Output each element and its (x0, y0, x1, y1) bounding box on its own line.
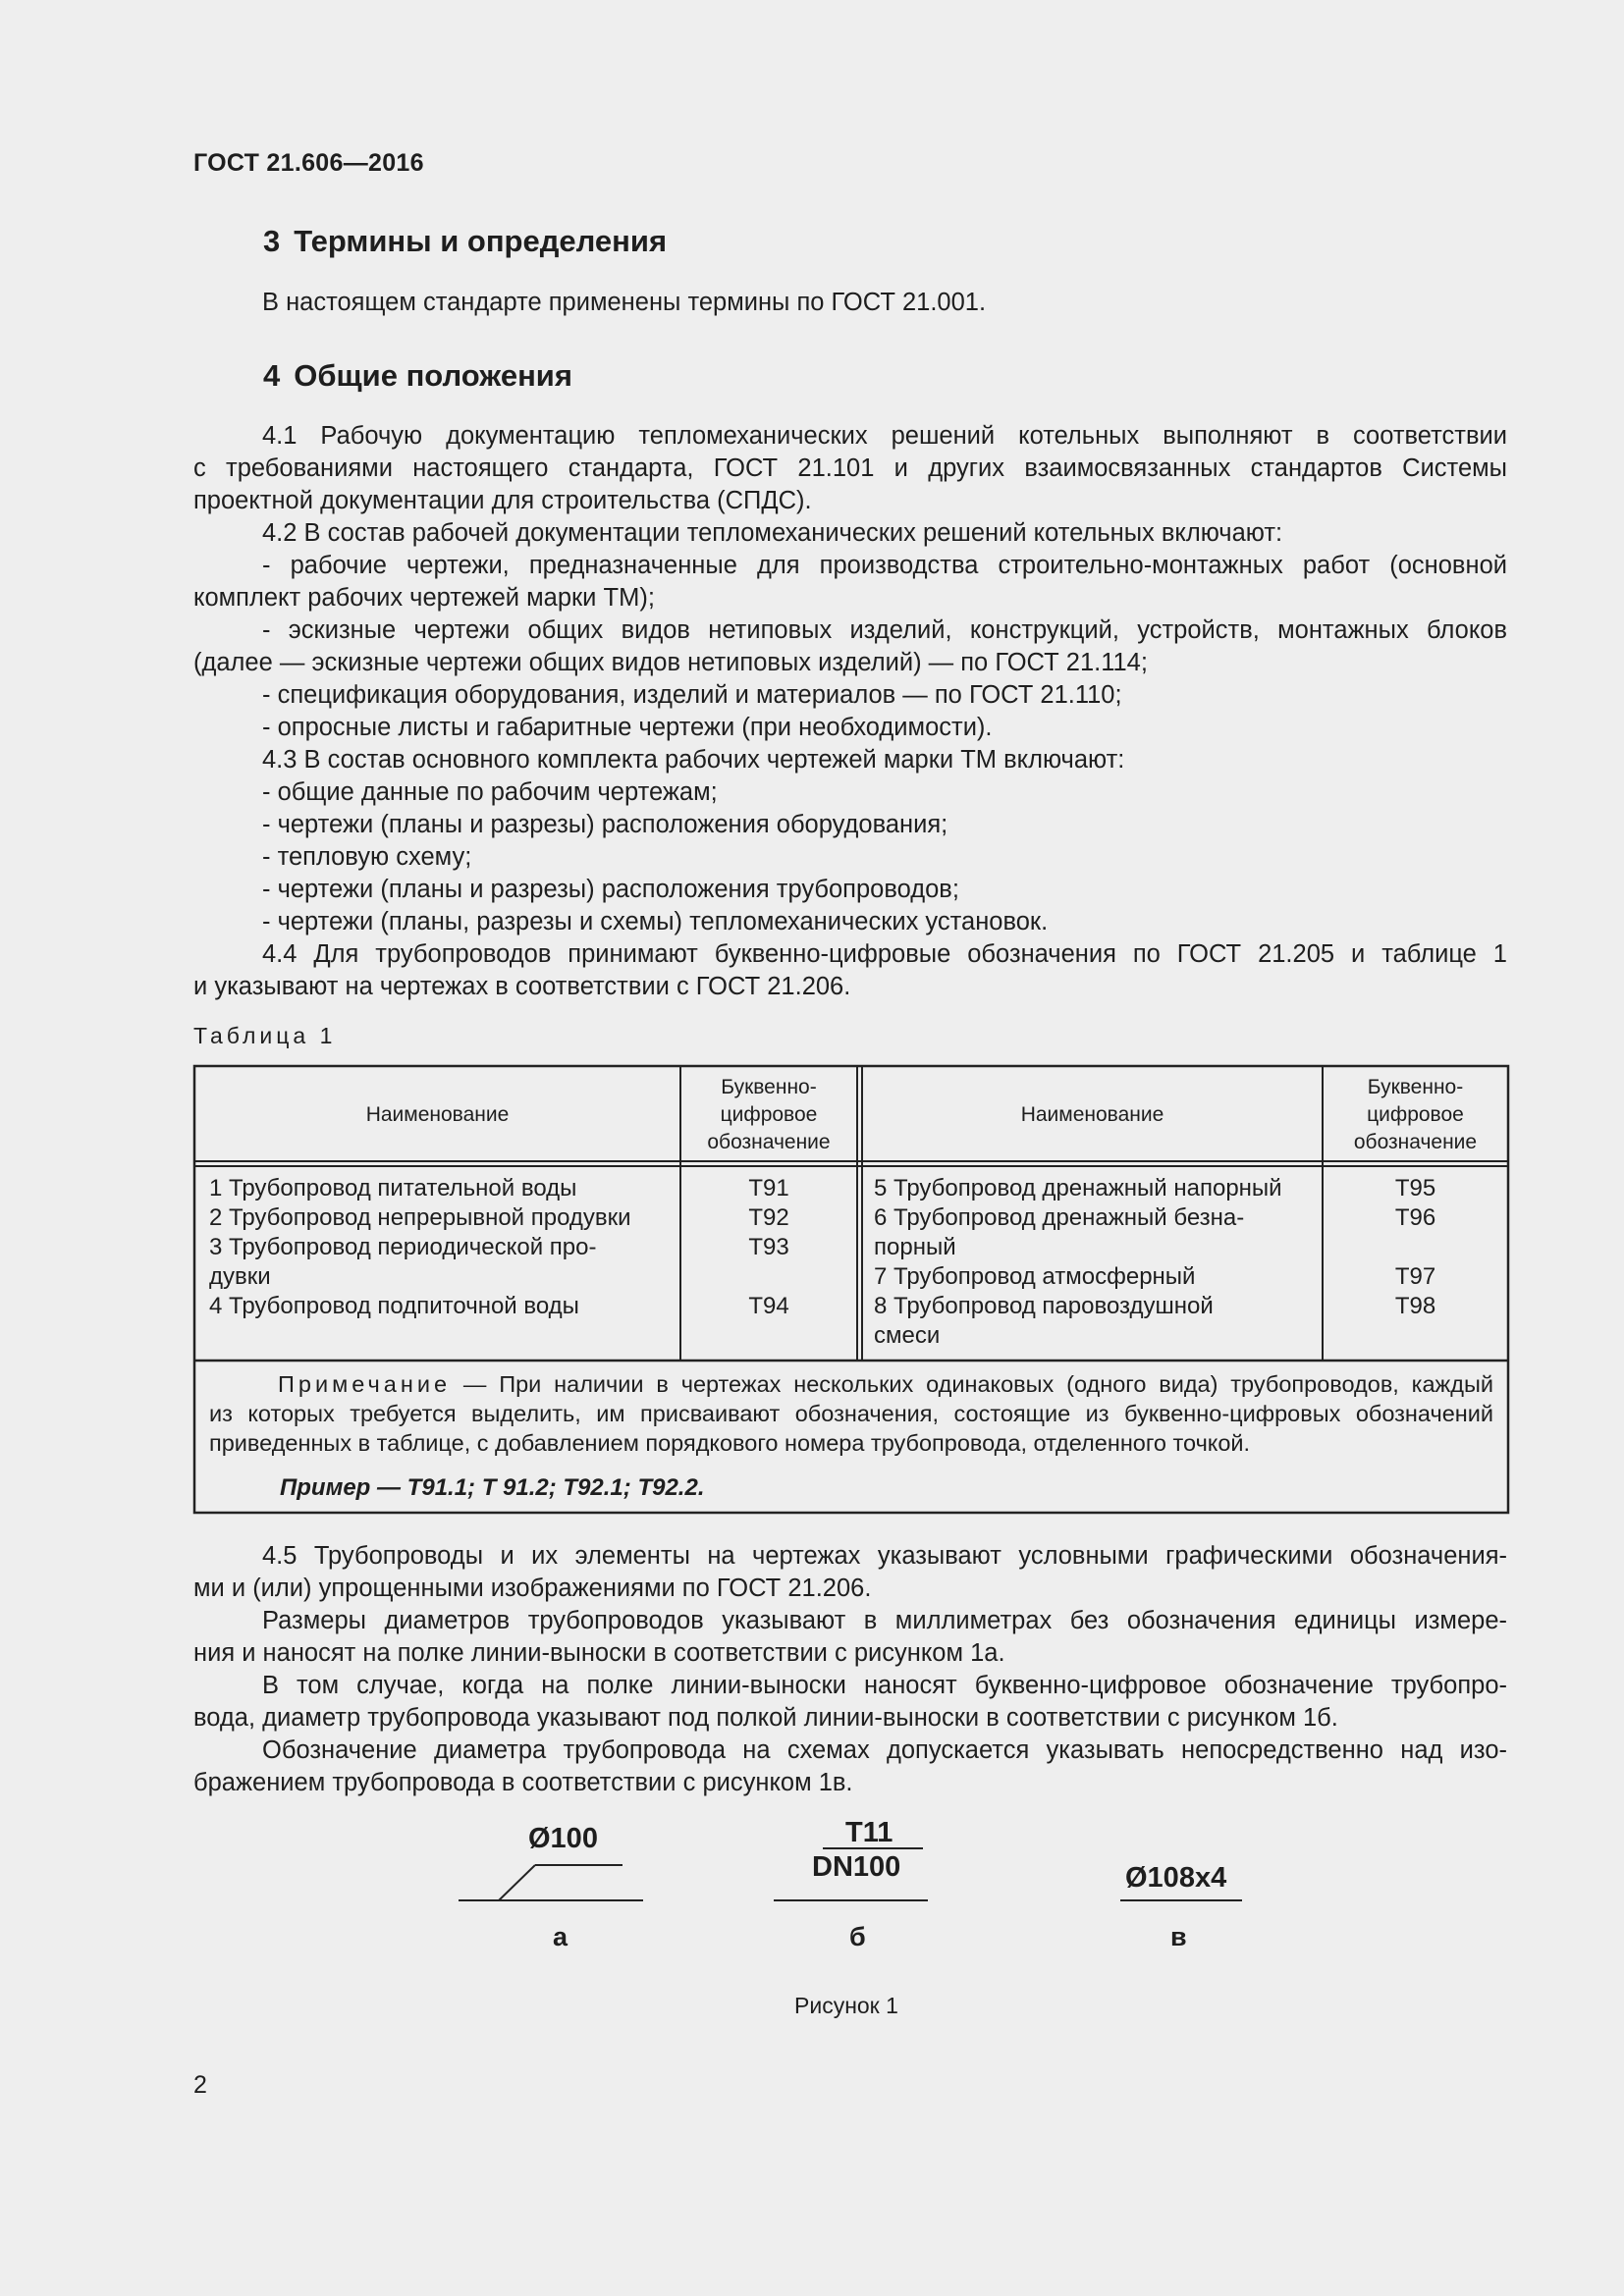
table-cell: Т92 (748, 1204, 789, 1231)
list-item: - тепловую схему; (262, 843, 472, 871)
figure-b-label: б (849, 1922, 866, 1951)
list-item: - чертежи (планы и разрезы) расположения трубопроводов; (262, 876, 959, 903)
table-cell: Т96 (1394, 1204, 1436, 1231)
list-item: - чертежи (планы и разрезы) расположения оборудования; (262, 811, 948, 838)
figure-a-value: Ø100 (528, 1823, 598, 1854)
table-caption: Таблица 1 (193, 1023, 337, 1048)
table-cell: смеси (874, 1322, 941, 1349)
table-header-name-left: Наименование (365, 1103, 510, 1126)
paragraph-line: Обозначение диаметра трубопровода на схемах допускается указывать непосредственно над изо- (262, 1736, 1507, 1764)
section-3-text: В настоящем стандарте применены термины по ГОСТ 21.001. (262, 289, 987, 316)
table-cell: Т97 (1394, 1263, 1436, 1290)
table-note: Примечание — При наличии в чертежах нескольких одинаковых (одного вида) трубопроводов, каждый из которых требуется выделить, им присваивают обозначения, состоящие из буквенно-цифровых обозначений приведенных в таблице, с добавлением порядкового номера трубопровода, отделенного точкой. (209, 1371, 1493, 1456)
paragraph-line: с требованиями настоящего стандарта, ГОСТ 21.101 и других взаимосвязанных стандартов Системы (193, 454, 1507, 482)
paragraph-line: Размеры диаметров трубопроводов указывают в миллиметрах без обозначения единицы измере- (262, 1607, 1507, 1634)
figure-a-label: а (553, 1922, 568, 1951)
table-cell: порный (874, 1234, 956, 1260)
paragraph-line: ния и наносят на полке линии-выноски в соответствии с рисунком 1а. (193, 1639, 1005, 1667)
document-header: ГОСТ 21.606—2016 (193, 149, 424, 177)
note-label: Примечание (278, 1371, 452, 1397)
figure-c-label: в (1170, 1922, 1187, 1951)
list-item: - спецификация оборудования, изделий и материалов — по ГОСТ 21.110; (262, 681, 1122, 709)
table-cell: 4 Трубопровод подпиточной воды (209, 1293, 579, 1319)
table-cell: 3 Трубопровод периодической про- (209, 1234, 597, 1260)
paragraph-line: бражением трубопровода в соответствии с рисунком 1в. (193, 1769, 853, 1796)
table-cell: Т98 (1394, 1293, 1436, 1319)
list-item-continuation: (далее — эскизные чертежи общих видов нетиповых изделий) — по ГОСТ 21.114; (193, 649, 1148, 676)
paragraph-line: 4.1 Рабочую документацию тепломеханических решений котельных выполняют в соответствии (262, 422, 1507, 450)
table-cell: Т93 (748, 1234, 789, 1260)
list-item: - рабочие чертежи, предназначенные для производства строительно-монтажных работ (основной (262, 552, 1507, 579)
figure-b-top: Т11 (845, 1817, 893, 1848)
figure-b-bottom: DN100 (812, 1851, 901, 1883)
table-cell: 2 Трубопровод непрерывной продувки (209, 1204, 631, 1231)
table-cell: 7 Трубопровод атмосферный (874, 1263, 1196, 1290)
table-note-example: Пример — Т91.1; Т 91.2; Т92.1; Т92.2. (280, 1474, 705, 1501)
table-cell: Т95 (1394, 1175, 1436, 1201)
list-item: - опросные листы и габаритные чертежи (при необходимости). (262, 714, 993, 741)
paragraph-line: 4.5 Трубопроводы и их элементы на чертежах указывают условными графическими обозначения- (262, 1542, 1507, 1570)
table-cell: 1 Трубопровод питательной воды (209, 1175, 577, 1201)
section-3-title: Термины и определения (294, 224, 668, 258)
paragraph-line: проектной документации для строительства (СПДС). (193, 487, 812, 514)
section-4-title: Общие положения (294, 358, 572, 393)
paragraph-line: 4.4 Для трубопроводов принимают буквенно-цифровые обозначения по ГОСТ 21.205 и таблице 1 (262, 940, 1507, 968)
table-header-code-right: Буквенно- цифровое обозначение (1353, 1076, 1478, 1153)
paragraph-line: 4.2 В состав рабочей документации тепломеханических решений котельных включают: (262, 519, 1283, 547)
section-4-number: 4 (263, 358, 281, 393)
list-item: - общие данные по рабочим чертежам; (262, 778, 718, 806)
table-cell: 5 Трубопровод дренажный напорный (874, 1175, 1282, 1201)
table-header-code-left: Буквенно- цифровое обозначение (707, 1076, 831, 1153)
table-header-name-right: Наименование (1020, 1103, 1164, 1126)
table-cell: Т91 (748, 1175, 789, 1201)
paragraph-line: 4.3 В состав основного комплекта рабочих чертежей марки ТМ включают: (262, 746, 1125, 774)
list-item: - чертежи (планы, разрезы и схемы) тепломеханических установок. (262, 908, 1049, 935)
page-number: 2 (193, 2071, 207, 2099)
table-cell: Т94 (748, 1293, 789, 1319)
table-cell: 8 Трубопровод паровоздушной (874, 1293, 1214, 1319)
figure-c-value: Ø108х4 (1125, 1862, 1227, 1894)
list-item: - эскизные чертежи общих видов нетиповых изделий, конструкций, устройств, монтажных блоков (262, 616, 1507, 644)
paragraph-line: вода, диаметр трубопровода указывают под полкой линии-выноски в соответствии с рисунком 1б. (193, 1704, 1338, 1732)
paragraph-line: В том случае, когда на полке линии-выноски наносят буквенно-цифровое обозначение трубопро- (262, 1672, 1507, 1699)
table-cell: дувки (209, 1263, 271, 1290)
list-item-continuation: комплект рабочих чертежей марки ТМ); (193, 584, 655, 612)
figure-caption: Рисунок 1 (794, 1993, 898, 2018)
section-3-number: 3 (263, 224, 281, 258)
table-cell: 6 Трубопровод дренажный безна- (874, 1204, 1245, 1231)
paragraph-line: и указывают на чертежах в соответствии с ГОСТ 21.206. (193, 973, 851, 1000)
paragraph-line: ми и (или) упрощенными изображениями по ГОСТ 21.206. (193, 1575, 872, 1602)
